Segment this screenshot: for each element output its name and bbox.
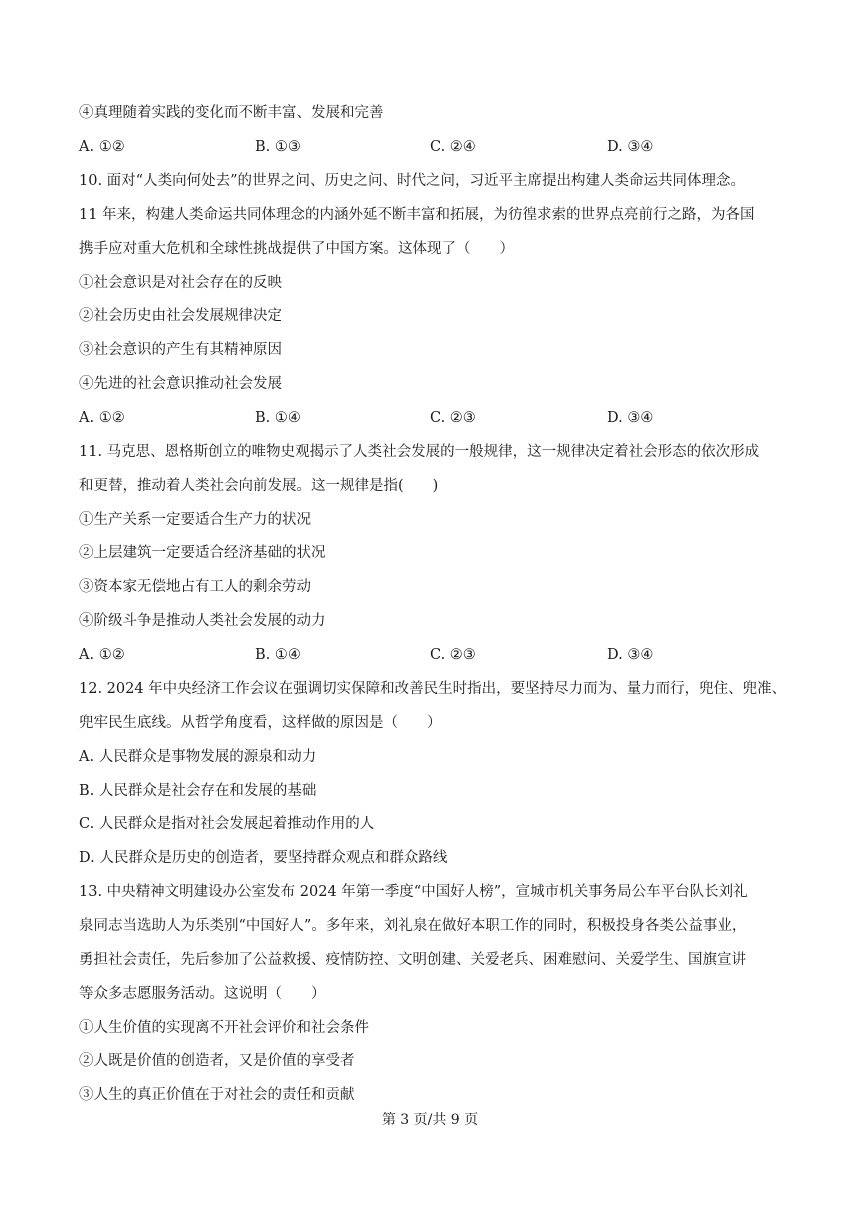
q13-statement-3: ③人生的真正价值在于对社会的责任和贡献 xyxy=(79,1087,355,1103)
q10-statement-2: ②社会历史由社会发展规律决定 xyxy=(79,308,282,324)
q9-option-d: D. ③④ xyxy=(607,139,654,155)
q13-stem-line-3: 勇担社会责任，先后参加了公益救援、疫情防控、文明创建、关爱老兵、困难慰问、关爱学生、国旗宣讲 xyxy=(79,952,746,968)
q10-stem-line-1: 10. 面对“人类向何处去”的世界之问、历史之问、时代之问，习近平主席提出构建人类命运共同体理念。 xyxy=(79,173,745,189)
q10-option-d: D. ③④ xyxy=(607,410,654,426)
q10-statement-3: ③社会意识的产生有其精神原因 xyxy=(79,342,282,358)
q10-statement-4: ④先进的社会意识推动社会发展 xyxy=(79,376,282,392)
q10-option-b: B. ①④ xyxy=(255,410,301,426)
q13-statement-2: ②人既是价值的创造者，又是价值的享受者 xyxy=(79,1053,355,1069)
q9-option-a: A. ①② xyxy=(79,139,125,155)
q11-option-a: A. ①② xyxy=(79,647,125,663)
q12-stem-line-1: 12. 2024 年中央经济工作会议在强调切实保障和改善民生时指出，要坚持尽力而为、量力而行，兜住、兜准、 xyxy=(79,681,787,697)
q11-option-b: B. ①④ xyxy=(255,647,301,663)
page-number-footer: 第 3 页/共 9 页 xyxy=(381,1112,479,1128)
q9-statement-4: ④真理随着实践的变化而不断丰富、发展和完善 xyxy=(79,105,384,121)
q11-statement-2: ②上层建筑一定要适合经济基础的状况 xyxy=(79,545,326,561)
q10-option-c: C. ②③ xyxy=(430,410,476,426)
q9-option-c: C. ②④ xyxy=(430,139,476,155)
q11-stem-line-2: 和更替，推动着人类社会向前发展。这一规律是指( ) xyxy=(79,478,439,494)
q12-option-a: A. 人民群众是事物发展的源泉和动力 xyxy=(79,749,317,765)
q11-statement-1: ①生产关系一定要适合生产力的状况 xyxy=(79,512,311,528)
q12-option-d: D. 人民群众是历史的创造者，要坚持群众观点和群众路线 xyxy=(79,850,448,866)
q10-statement-1: ①社会意识是对社会存在的反映 xyxy=(79,275,282,291)
q13-stem-line-2: 泉同志当选助人为乐类别“中国好人”。多年来，刘礼泉在做好本职工作的同时，积极投身各类公益事业， xyxy=(79,918,747,934)
q13-statement-1: ①人生价值的实现离不开社会评价和社会条件 xyxy=(79,1020,369,1036)
q10-options xyxy=(79,408,779,428)
q12-option-b: B. 人民群众是社会存在和发展的基础 xyxy=(79,783,317,799)
q12-stem-line-2: 兜牢民生底线。从哲学角度看，这样做的原因是（ ） xyxy=(79,715,442,731)
q10-stem-line-3: 携手应对重大危机和全球性挑战提供了中国方案。这体现了（ ） xyxy=(79,241,514,257)
q11-option-c: C. ②③ xyxy=(430,647,476,663)
q13-stem-line-4: 等众多志愿服务活动。这说明（ ） xyxy=(79,986,326,1002)
q10-stem-line-2: 11 年来，构建人类命运共同体理念的内涵外延不断丰富和拓展，为彷徨求索的世界点亮前行之路，为各国 xyxy=(79,207,755,223)
q11-option-d: D. ③④ xyxy=(607,647,654,663)
q12-option-c: C. 人民群众是指对社会发展起着推动作用的人 xyxy=(79,816,375,832)
q9-options xyxy=(79,137,779,157)
q9-option-b: B. ①③ xyxy=(255,139,301,155)
q11-statement-4: ④阶级斗争是推动人类社会发展的动力 xyxy=(79,613,326,629)
q11-stem-line-1: 11. 马克思、恩格斯创立的唯物史观揭示了人类社会发展的一般规律，这一规律决定着社会形态的依次形成 xyxy=(79,444,760,460)
q11-options xyxy=(79,645,779,665)
q10-option-a: A. ①② xyxy=(79,410,125,426)
q11-statement-3: ③资本家无偿地占有工人的剩余劳动 xyxy=(79,579,311,595)
q13-stem-line-1: 13. 中央精神文明建设办公室发布 2024 年第一季度“中国好人榜”，宣城市机关事务局公车平台队长刘礼 xyxy=(79,884,748,900)
